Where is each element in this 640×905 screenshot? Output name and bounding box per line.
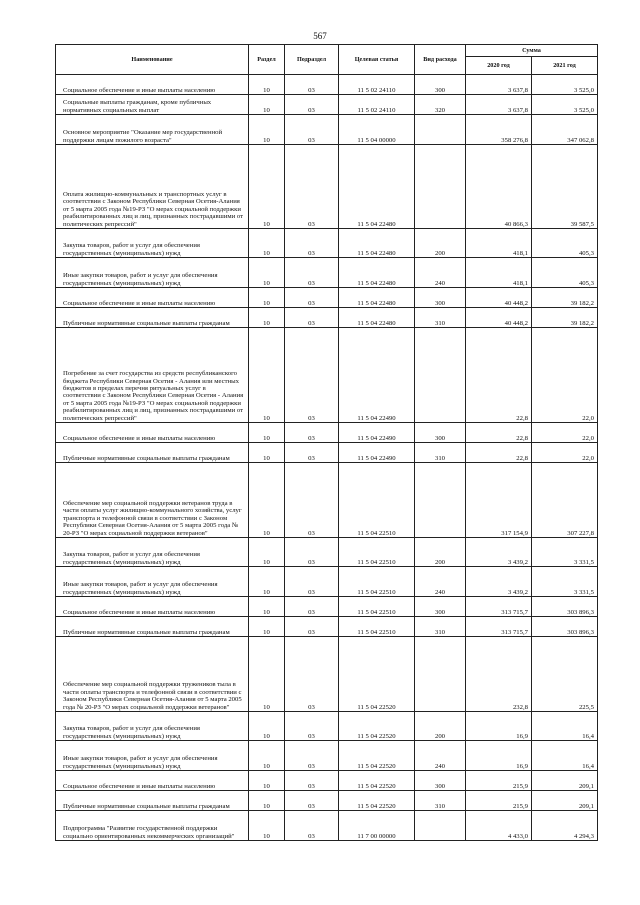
row-subsection: 03 [285,258,339,288]
row-target: 11 7 00 00000 [339,811,415,841]
row-section: 10 [249,712,285,741]
row-expense-type [415,637,466,712]
table-row [56,567,598,597]
row-target: 11 5 04 22510 [339,617,415,637]
table-row [56,288,598,308]
row-expense-type: 240 [415,741,466,771]
row-target: 11 5 04 22520 [339,771,415,791]
header-sum: Сумма [466,45,598,57]
row-sum-2021: 3 525,0 [532,75,598,95]
row-section: 10 [249,443,285,463]
row-sum-2021: 3 525,0 [532,95,598,115]
row-sum-2021: 307 227,8 [532,463,598,538]
table-row [56,95,598,115]
table-row [56,741,598,771]
row-sum-2021: 16,4 [532,712,598,741]
row-sum-2020: 16,9 [466,741,532,771]
row-sum-2021: 3 331,5 [532,567,598,597]
row-target: 11 5 04 22480 [339,145,415,229]
row-subsection: 03 [285,811,339,841]
row-section: 10 [249,771,285,791]
row-section: 10 [249,741,285,771]
row-name: Публичные нормативные социальные выплаты гражданам [56,617,249,637]
row-expense-type: 200 [415,538,466,567]
row-sum-2021: 303 896,3 [532,597,598,617]
row-name: Социальное обеспечение и иные выплаты населению [56,423,249,443]
header-section: Раздел [249,45,285,75]
row-expense-type: 310 [415,308,466,328]
row-target: 11 5 04 00000 [339,115,415,145]
row-sum-2020: 40 448,2 [466,308,532,328]
row-section: 10 [249,811,285,841]
row-section: 10 [249,328,285,423]
row-sum-2020: 215,9 [466,771,532,791]
row-name: Подпрограмма "Развитие государственной поддержки социально ориентированных некоммерческих организаций" [56,811,249,841]
row-target: 11 5 02 24110 [339,75,415,95]
row-subsection: 03 [285,712,339,741]
row-name: Закупка товаров, работ и услуг для обеспечения государственных (муниципальных) нужд [56,712,249,741]
table-row [56,538,598,567]
row-expense-type [415,115,466,145]
row-sum-2020: 215,9 [466,791,532,811]
row-section: 10 [249,791,285,811]
row-expense-type [415,811,466,841]
row-subsection: 03 [285,791,339,811]
row-sum-2021: 39 182,2 [532,288,598,308]
row-sum-2020: 232,8 [466,637,532,712]
row-sum-2021: 209,1 [532,791,598,811]
row-section: 10 [249,463,285,538]
row-section: 10 [249,597,285,617]
table-row [56,712,598,741]
row-sum-2021: 405,3 [532,229,598,258]
row-section: 10 [249,567,285,597]
row-section: 10 [249,95,285,115]
row-subsection: 03 [285,538,339,567]
row-target: 11 5 04 22510 [339,597,415,617]
row-section: 10 [249,75,285,95]
header-target: Целевая статья [339,45,415,75]
table-row [56,463,598,538]
table-row [56,145,598,229]
row-section: 10 [249,308,285,328]
row-name: Погребение за счет государства из средств республиканского бюджета Республики Северная Осетия - Алания или местных бюджетов в пределах перечня ритуальных услуг в соответствии с Законом Республики Северная Осетия - Алания от 5 марта 2005 года №19-РЗ "О мерах социальной поддержки реабилитированных лиц и лиц, признанных пострадавшими от политических репрессий" [56,328,249,423]
row-name: Основное мероприятие "Оказание мер государственной поддержки лицам пожилого возраста" [56,115,249,145]
row-sum-2021: 39 587,5 [532,145,598,229]
row-sum-2020: 418,1 [466,258,532,288]
row-name: Социальное обеспечение и иные выплаты населению [56,597,249,617]
row-subsection: 03 [285,771,339,791]
row-subsection: 03 [285,463,339,538]
row-section: 10 [249,423,285,443]
row-expense-type: 300 [415,288,466,308]
row-sum-2021: 22,0 [532,328,598,423]
row-name: Оплата жилищно-коммунальных и транспортных услуг в соответствии с Законом Республики Северная Осетия-Алания от 5 марта 2005 года №19-РЗ "О мерах социальной поддержки реабилитированных лиц и лиц, признанных пострадавшими от политических репрессий" [56,145,249,229]
row-expense-type: 240 [415,567,466,597]
row-sum-2021: 303 896,3 [532,617,598,637]
row-expense-type: 240 [415,258,466,288]
row-target: 11 5 04 22480 [339,308,415,328]
page-number: 567 [313,31,327,41]
row-sum-2020: 3 439,2 [466,538,532,567]
row-sum-2020: 3 637,8 [466,75,532,95]
row-sum-2020: 3 439,2 [466,567,532,597]
header-year-2021: 2021 год [532,57,598,75]
table-row [56,258,598,288]
row-sum-2020: 22,8 [466,328,532,423]
row-subsection: 03 [285,75,339,95]
row-target: 11 5 04 22490 [339,328,415,423]
row-target: 11 5 04 22480 [339,258,415,288]
row-subsection: 03 [285,741,339,771]
row-expense-type: 200 [415,229,466,258]
row-expense-type: 300 [415,771,466,791]
row-target: 11 5 04 22520 [339,741,415,771]
table-row [56,115,598,145]
row-sum-2020: 40 866,3 [466,145,532,229]
row-sum-2021: 22,0 [532,443,598,463]
row-sum-2020: 16,9 [466,712,532,741]
row-name: Иные закупки товаров, работ и услуг для обеспечения государственных (муниципальных) нужд [56,567,249,597]
table-row [56,443,598,463]
table-row [56,229,598,258]
row-sum-2020: 313 715,7 [466,597,532,617]
row-expense-type [415,463,466,538]
row-expense-type: 320 [415,95,466,115]
row-expense-type: 300 [415,75,466,95]
row-subsection: 03 [285,328,339,423]
row-sum-2020: 3 637,8 [466,95,532,115]
row-section: 10 [249,538,285,567]
row-sum-2021: 347 062,8 [532,115,598,145]
row-target: 11 5 02 24110 [339,95,415,115]
row-section: 10 [249,115,285,145]
row-name: Обеспечение мер социальной поддержки ветеранов труда в части оплаты услуг жилищно-коммунального хозяйства, услуг транспорта и телефонной связи в соответствии с Законом Республики Северная Осетия-Алания от 5 марта 2005 года № 20-РЗ "О мерах социальной поддержки ветеранов" [56,463,249,538]
row-expense-type: 200 [415,712,466,741]
row-sum-2020: 40 448,2 [466,288,532,308]
row-sum-2020: 4 433,0 [466,811,532,841]
row-sum-2020: 317 154,9 [466,463,532,538]
row-target: 11 5 04 22480 [339,229,415,258]
row-target: 11 5 04 22520 [339,637,415,712]
header-year-2020: 2020 год [466,57,532,75]
row-section: 10 [249,288,285,308]
row-section: 10 [249,637,285,712]
row-expense-type: 300 [415,423,466,443]
row-name: Социальные выплаты гражданам, кроме публичных нормативных социальных выплат [56,95,249,115]
row-subsection: 03 [285,637,339,712]
row-sum-2021: 22,0 [532,423,598,443]
row-target: 11 5 04 22510 [339,463,415,538]
row-subsection: 03 [285,288,339,308]
row-subsection: 03 [285,95,339,115]
row-expense-type [415,328,466,423]
budget-table [55,44,598,841]
row-target: 11 5 04 22510 [339,538,415,567]
table-body [56,75,598,841]
row-name: Иные закупки товаров, работ и услуг для обеспечения государственных (муниципальных) нужд [56,258,249,288]
row-name: Социальное обеспечение и иные выплаты населению [56,288,249,308]
table-row [56,308,598,328]
header-name: Наименование [56,45,249,75]
row-sum-2021: 225,5 [532,637,598,712]
row-subsection: 03 [285,423,339,443]
row-sum-2021: 39 182,2 [532,308,598,328]
row-name: Публичные нормативные социальные выплаты гражданам [56,791,249,811]
row-expense-type: 300 [415,597,466,617]
row-sum-2021: 3 331,5 [532,538,598,567]
row-expense-type [415,145,466,229]
row-target: 11 5 04 22520 [339,712,415,741]
row-sum-2020: 22,8 [466,443,532,463]
row-name: Обеспечение мер социальной поддержки тружеников тыла в части оплаты транспорта и телефонной связи в соответствии с Законом Республики Северная Осетия-Алания от 5 марта 2005 года № 20-РЗ "О мерах социальной поддержки ветеранов" [56,637,249,712]
row-target: 11 5 04 22490 [339,443,415,463]
row-target: 11 5 04 22490 [339,423,415,443]
row-name: Публичные нормативные социальные выплаты гражданам [56,443,249,463]
row-sum-2021: 209,1 [532,771,598,791]
row-target: 11 5 04 22520 [339,791,415,811]
row-name: Социальное обеспечение и иные выплаты населению [56,771,249,791]
row-section: 10 [249,229,285,258]
row-name: Социальное обеспечение и иные выплаты населению [56,75,249,95]
row-name: Публичные нормативные социальные выплаты гражданам [56,308,249,328]
row-target: 11 5 04 22480 [339,288,415,308]
row-expense-type: 310 [415,617,466,637]
row-subsection: 03 [285,443,339,463]
row-sum-2020: 22,8 [466,423,532,443]
table-row [56,75,598,95]
row-expense-type: 310 [415,791,466,811]
table-row [56,423,598,443]
row-subsection: 03 [285,115,339,145]
row-subsection: 03 [285,308,339,328]
row-sum-2020: 358 276,8 [466,115,532,145]
row-subsection: 03 [285,567,339,597]
table-row [56,771,598,791]
row-sum-2020: 313 715,7 [466,617,532,637]
row-name: Иные закупки товаров, работ и услуг для обеспечения государственных (муниципальных) нужд [56,741,249,771]
header-expense-type: Вид расхода [415,45,466,75]
row-name: Закупка товаров, работ и услуг для обеспечения государственных (муниципальных) нужд [56,229,249,258]
table-row [56,617,598,637]
header-subsection: Подраздел [285,45,339,75]
row-section: 10 [249,258,285,288]
row-target: 11 5 04 22510 [339,567,415,597]
row-subsection: 03 [285,597,339,617]
row-section: 10 [249,617,285,637]
row-section: 10 [249,145,285,229]
row-sum-2021: 16,4 [532,741,598,771]
row-name: Закупка товаров, работ и услуг для обеспечения государственных (муниципальных) нужд [56,538,249,567]
table-row [56,791,598,811]
table-row [56,597,598,617]
row-sum-2020: 418,1 [466,229,532,258]
row-subsection: 03 [285,617,339,637]
row-subsection: 03 [285,229,339,258]
row-expense-type: 310 [415,443,466,463]
table-row [56,811,598,841]
table-row [56,637,598,712]
row-sum-2021: 4 294,3 [532,811,598,841]
row-subsection: 03 [285,145,339,229]
row-sum-2021: 405,3 [532,258,598,288]
table-row [56,328,598,423]
